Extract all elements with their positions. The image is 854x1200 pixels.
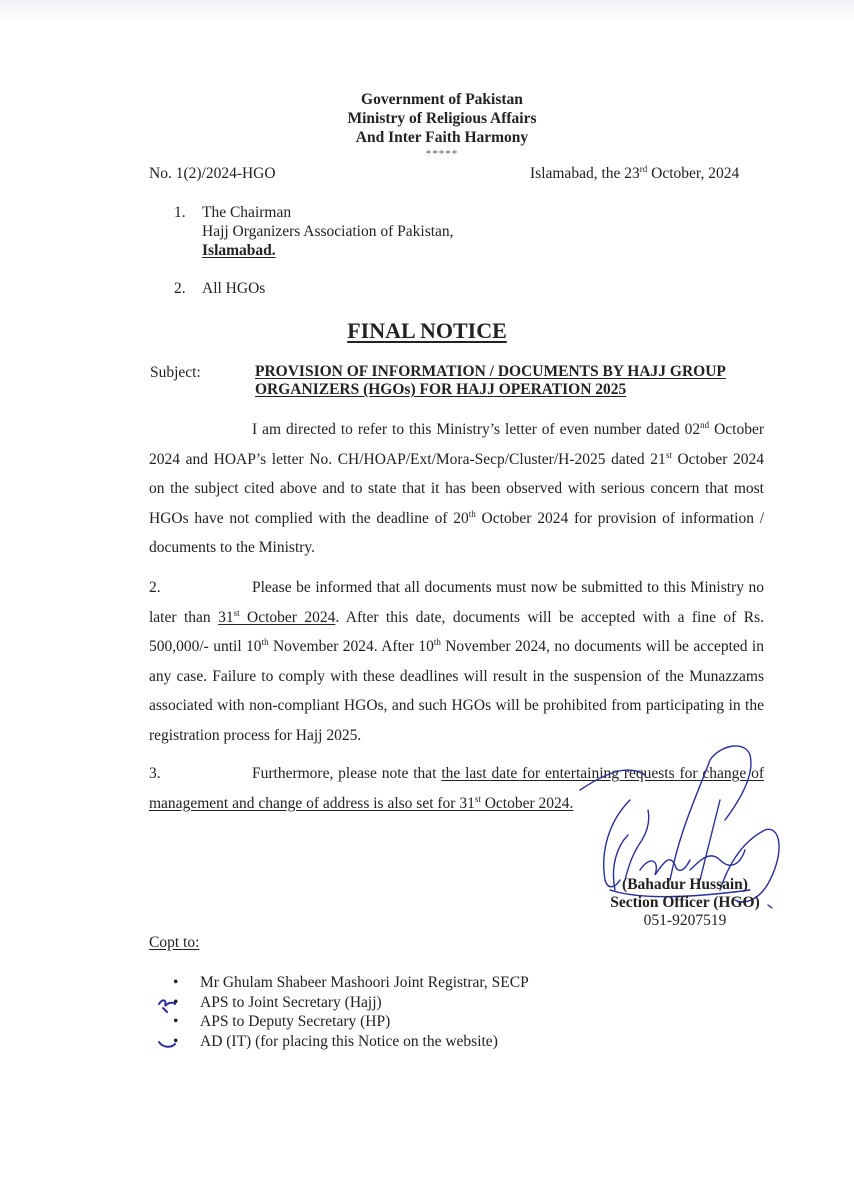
signature-block — [590, 876, 780, 930]
deadline-date: 31st October 2024 — [218, 607, 336, 626]
bullet-icon: • — [173, 1013, 179, 1030]
change-request-deadline: the last date for entertaining requests for change of management and change of address is also set for 31st October 2024. — [149, 765, 764, 812]
paragraph-3: 3. Furthermore, please note that the last date for entertaining requests for change of management and change of address is also set for 31st October 2024. — [149, 765, 764, 812]
signatory-name: (Bahadur Hussain) — [622, 876, 748, 893]
copy-to-list — [170, 973, 529, 1051]
addressee-1-city: Islamabad. — [202, 242, 276, 259]
subject-text — [255, 363, 775, 399]
copy-to-item: • APS to Deputy Secretary (HP) — [173, 1013, 391, 1030]
copy-to-item: • APS to Joint Secretary (Hajj) — [173, 993, 382, 1011]
subject-label: Subject: — [150, 364, 201, 381]
addressee-1-line: The Chairman — [202, 204, 292, 221]
copy-to-label: Copt to: — [149, 934, 200, 951]
bullet-icon: • — [173, 1032, 179, 1050]
addressee-1-number: 1. — [174, 204, 186, 221]
subject-line: ORGANIZERS (HGOs) FOR HAJJ OPERATION 2025 — [255, 381, 627, 398]
addressee-1 — [202, 203, 454, 260]
reference-number: No. 1(2)/2024-HGO — [149, 165, 276, 182]
bullet-icon: • — [173, 993, 179, 1011]
addressee-2-number: 2. — [174, 280, 186, 297]
copy-to-item: • AD (IT) (for placing this Notice on the website) — [173, 1032, 498, 1050]
addressee-2: All HGOs — [202, 280, 266, 297]
bullet-icon: • — [173, 974, 179, 991]
copy-to-item: • Mr Ghulam Shabeer Mashoori Joint Registrar, SECP — [173, 974, 529, 991]
paragraph-1: I am directed to refer to this Ministry’s letter of even number dated 02nd October 2024 and HOAP’s letter No. CH/HOAP/Ext/Mora-Secp/Cluster/H-2025 dated 21st October 2024 on the subject cited above and to state that it has been observed with serious concern that most HGOs have not complied with the deadline of 20th October 2024 for provision of information / documents to the Ministry. — [149, 420, 765, 556]
letterhead-separator: ***** — [425, 148, 459, 160]
signatory-phone: 051-9207519 — [643, 912, 727, 929]
subject-line: PROVISION OF INFORMATION / DOCUMENTS BY HAJJ GROUP — [255, 363, 726, 380]
signatory-designation: Section Officer (HGO) — [610, 894, 760, 911]
place-date: Islamabad, the 23rd October, 2024 — [530, 164, 740, 182]
letterhead-ministry: Ministry of Religious Affairs — [347, 110, 537, 127]
letterhead-government: Government of Pakistan — [361, 91, 523, 108]
letterhead-division: And Inter Faith Harmony — [355, 129, 529, 146]
paragraph-2: 2. Please be informed that all documents must now be submitted to this Ministry no later than 31st October 2024. After this date, documents will be accepted with a fine of Rs. 500,000/- until 10th November 2024. After 10th November 2024, no documents will be accepted in any case. Failure to comply with these deadlines will result in the suspension of the Munazzams associated with non-compliant HGOs, and such HGOs will be prohibited from participating in the registration process for Hajj 2025. — [149, 579, 764, 744]
addressee-1-line: Hajj Organizers Association of Pakistan, — [202, 223, 454, 240]
notice-title: FINAL NOTICE — [347, 318, 507, 343]
handwritten-tick-marks — [155, 990, 185, 1050]
